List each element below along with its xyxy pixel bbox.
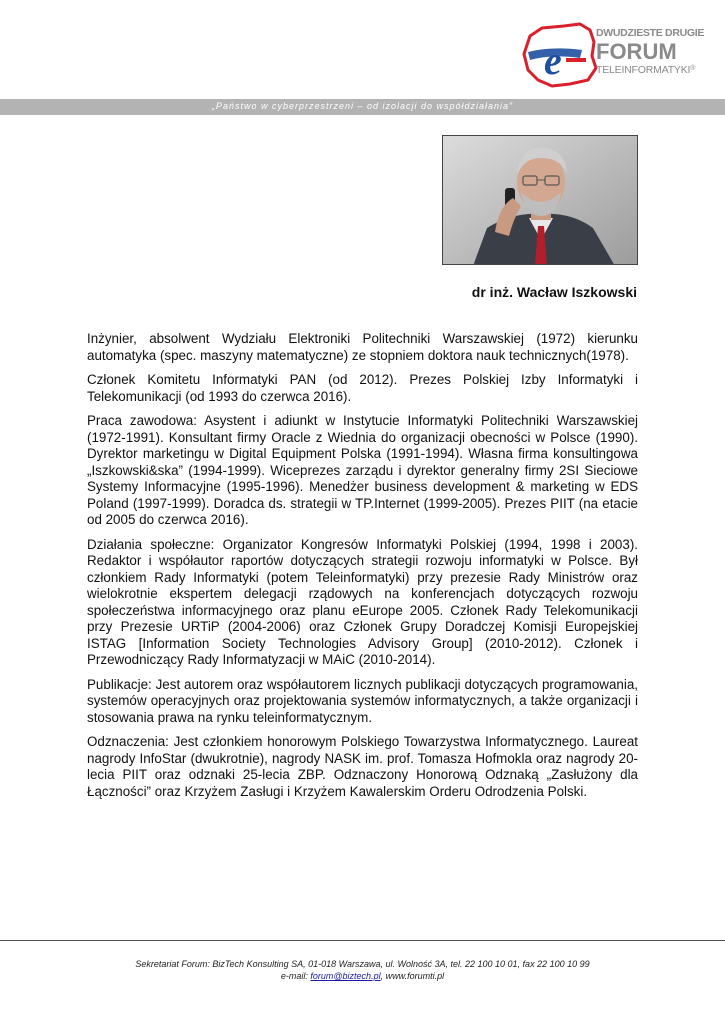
bio-paragraph-memberships: Członek Komitetu Informatyki PAN (od 2012). Prezes Polskiej Izby Informatyki i Telekomunikacji (od 1993 do czerwca 2016).	[87, 372, 638, 404]
registered-mark: ®	[690, 64, 696, 72]
logo-wordmark	[596, 28, 704, 75]
logo-teleinformatyki	[596, 65, 704, 76]
logo-teleinformatyki-text: TELEINFORMATYKI	[596, 63, 691, 76]
footer-divider	[0, 940, 725, 941]
footer-address: Sekretariat Forum: BizTech Konsulting SA, 01-018 Warszawa, ul. Wolność 3A, tel. 22 100 10 01, fax 22 100 10 99	[135, 959, 590, 969]
person-name: dr inż. Wacław Iszkowski	[471, 284, 637, 300]
portrait-photo	[442, 135, 638, 265]
bio-paragraph-social-activities: Działania społeczne: Organizator Kongresów Informatyki Polskiej (1994, 1998 i 2003). Redaktor i współautor raportów dotyczących strategii rozwoju informatyki w Polsce. Był członkiem Rady Informatyki (potem Teleinformatyki) przy prezesie Rady Ministrów oraz wielokrotnie ekspertem delegacji rządowych na konferencjach dotyczących rozwoju społeczeństwa informacyjnego oraz planu eEurope 2005. Członek Rady Telekomunikacji przy Prezesie URTiP (2004-2006) oraz Członek Grupy Doradczej Komisji Europejskiej ISTAG [Information Society Technologies Advisory Group] (2010-2012). Członek i Przewodniczący Rady Informatyzacji w MAiC (2010-2014).	[87, 536, 638, 667]
portrait-illustration	[443, 136, 638, 265]
bio-paragraph-career: Praca zawodowa: Asystent i adiunkt w Instytucie Informatyki Politechniki Warszawskiej (1972-1991). Konsultant firmy Oracle z Wiednia do organizacji obecności w Polsce (1990). Dyrektor marketingu w Digital Equipment Polska (1991-1994). Własna firma konsultingowa „Iszkowski&ska” (1994-1999). Wiceprezes zarządu i dyrektor generalny firmy 2SI Sieciowe Systemy Informacyjne (1995-1996). Menedżer business development & marketing w EDS Poland (1997-1999). Doradca ds. strategii w TP.Internet (1999-2005). Prezes PIIT (na etacie od 2005 do czerwca 2016).	[87, 413, 638, 527]
biography	[87, 331, 638, 808]
footer-contact	[0, 970, 725, 982]
footer-website[interactable]: www.forumti.pl	[385, 971, 445, 981]
bio-paragraph-publications: Publikacje: Jest autorem oraz współautorem licznych publikacji dotyczących programowania, systemów operacyjnych oraz projektowania systemów informatycznych, a także organizacji i stosowania prawa na rynku teleinformatycznym.	[87, 676, 638, 725]
bio-paragraph-education: Inżynier, absolwent Wydziału Elektroniki Politechniki Warszawskiej (1972) kierunku automatyka (spec. maszyny matematyczne) ze stopniem doktora nauk technicznych(1978).	[87, 331, 638, 363]
footer-email-label: e-mail:	[280, 971, 308, 981]
logo-e-letter: e	[544, 38, 562, 83]
bio-paragraph-awards: Odznaczenia: Jest członkiem honorowym Polskiego Towarzystwa Informatycznego. Laureat nagrody InfoStar (dwukrotnie), nagrody NASK im. prof. Tomasza Hofmokla oraz nagrody 20-lecia PIIT oraz odznaki 25-lecia ZBP. Odznaczony Honorową Odznaką „Zasłużony dla Łączności” oraz Krzyżem Zasługi i Krzyżem Kawalerskim Orderu Odrodzenia Polski.	[87, 734, 638, 799]
footer-email-link[interactable]: forum@biztech.pl	[310, 971, 381, 981]
logo-edition: DWUDZIESTE DRUGIE	[596, 27, 705, 39]
logo-forum: FORUM	[596, 38, 677, 64]
slogan: „Państwo w cyberprzestrzeni – od izolacji do współdziałania”	[211, 101, 514, 111]
footer-separator: ,	[380, 971, 384, 981]
footer	[0, 958, 725, 982]
